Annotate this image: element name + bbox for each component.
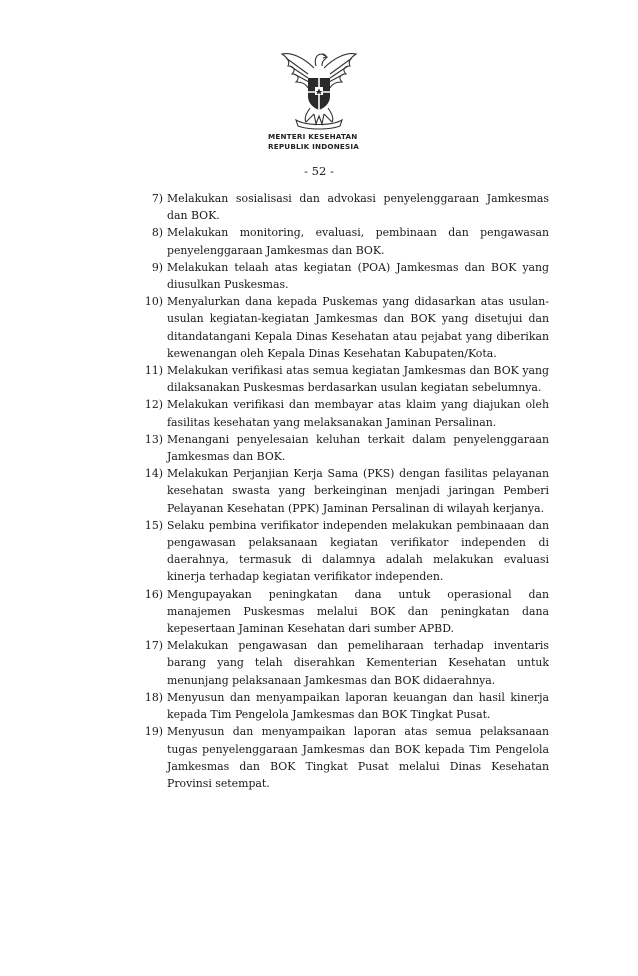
item-text: Melakukan Perjanjian Kerja Sama (PKS) dengan fasilitas pelayanan kesehatan swasta yang berkeinginan menjadi jaringan Pemberi Pelayanan Kesehatan (PPK) Jaminan Persalinan di wilayah kerjanya. [167,467,549,515]
item-number: 16) [144,587,163,601]
item-number: 11) [144,364,163,378]
list-item [135,689,549,723]
list-item [135,293,549,362]
list-item [135,723,549,792]
list-item [135,259,549,293]
item-number: 7) [151,192,163,205]
item-text: Menyalurkan dana kepada Puskemas yang didasarkan atas usulan-usulan kegiatan-kegiatan Jamkesmas dan BOK yang disetujui dan ditandatangani Kepala Dinas Kesehatan atau pejabat yang diberikan kewenangan oleh Kepala Dinas Kesehatan Kabupaten/Kota. [167,295,549,360]
page-number: - 52 - [304,164,334,178]
item-text: Menyusun dan menyampaikan laporan keuangan dan hasil kinerja kepada Tim Pengelola Jamkesmas dan BOK Tingkat Pusat. [167,690,549,722]
ministry-header [268,132,374,152]
ministry-name: MENTERI KESEHATAN [268,132,358,141]
item-number: 15) [144,518,163,532]
item-number: 18) [144,690,163,704]
item-text: Selaku pembina verifikator independen melakukan pembinaaan dan pengawasan pelaksanaan kegiatan verifikator independen di daerahnya, termasuk di dalamnya adalah melakukan evaluasi kinerja terhadap kegiatan verifikator independen. [167,518,549,584]
item-number: 9) [151,260,163,274]
item-text: Melakukan monitoring, evaluasi, pembinaan dan pengawasan penyelenggaraan Jamkesmas dan BOK. [167,226,549,257]
list-item [135,517,549,586]
list-item [135,396,549,430]
republic-name: REPUBLIK INDONESIA [268,142,360,151]
list-item [135,190,549,224]
item-text: Menangani penyelesaian keluhan terkait dalam penyelenggaraan Jamkesmas dan BOK. [167,432,549,464]
duties-list [135,190,549,792]
item-text: Melakukan verifikasi dan membayar atas klaim yang diajukan oleh fasilitas kesehatan yang melaksanakan Jaminan Persalinan. [167,398,549,429]
list-item [135,465,549,517]
item-number: 17) [144,639,163,653]
list-item [135,362,549,396]
item-number: 10) [144,295,163,309]
item-number: 12) [144,398,163,412]
item-text: Melakukan pengawasan dan pemeliharaan terhadap inventaris barang yang telah diserahkan Kementerian Kesehatan untuk menunjang pelaksanaan Jamkesmas dan BOK didaerahnya. [167,639,549,687]
list-item [135,637,549,689]
garuda-emblem-icon [278,44,360,130]
item-text: Melakukan verifikasi atas semua kegiatan Jamkesmas dan BOK yang dilaksanakan Puskesmas berdasarkan usulan kegiatan sebelumnya. [167,364,549,395]
item-number: 8) [151,226,163,240]
list-item [135,586,549,638]
list-item [135,224,549,258]
item-text: Menyusun dan menyampaikan laporan atas semua pelaksanaan tugas penyelenggaraan Jamkesmas dan BOK kepada Tim Pengelola Jamkesmas dan BOK Tingkat Pusat melalui Dinas Kesehatan Provinsi setempat. [167,725,549,790]
item-number: 19) [144,725,163,739]
item-number: 14) [144,467,163,481]
item-text: Melakukan telaah atas kegiatan (POA) Jamkesmas dan BOK yang diusulkan Puskesmas. [167,260,549,292]
list-item [135,431,549,465]
item-text: Mengupayakan peningkatan dana untuk operasional dan manajemen Puskesmas melalui BOK dan peningkatan dana kepesertaan Jaminan Kesehatan dari sumber APBD. [167,587,549,636]
item-number: 13) [144,432,163,446]
item-text: Melakukan sosialisasi dan advokasi penyelenggaraan Jamkesmas dan BOK. [167,192,549,223]
